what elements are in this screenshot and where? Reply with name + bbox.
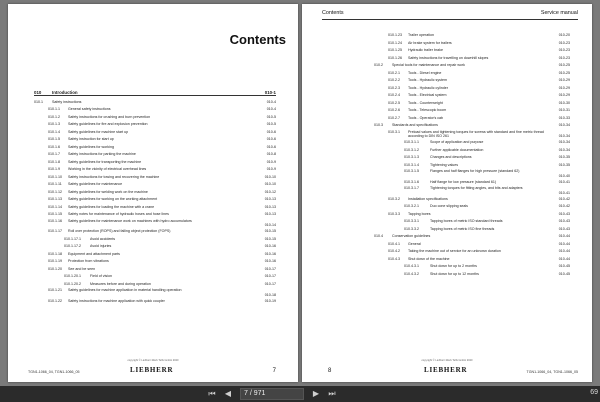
- toc-entry[interactable]: [374, 186, 570, 195]
- toc-entry-title: Introduction: [52, 90, 78, 95]
- toc-entry[interactable]: [374, 162, 570, 168]
- toc-entry-title: Standards and specifications: [392, 123, 438, 127]
- toc-entry[interactable]: [34, 121, 276, 127]
- toc-entry[interactable]: [34, 174, 276, 180]
- toc-entry[interactable]: [374, 77, 570, 83]
- toc-entry-page: 010-5: [266, 114, 276, 119]
- toc-entry-title: Measures before and during operation: [90, 281, 151, 286]
- toc-entry-number: 010.1.3: [48, 122, 60, 127]
- toc-entry-number: 010.3.1.5: [404, 169, 419, 174]
- toc-entry-page: 010-16: [264, 259, 276, 264]
- toc-entry[interactable]: [374, 85, 570, 91]
- toc-entry-title: Tapping bores of metric ISO standard threads: [430, 219, 503, 224]
- toc-entry-title: Duo cone slipping seals: [430, 204, 468, 209]
- toc-entry-page: 010-15: [264, 236, 276, 241]
- toc-entry[interactable]: [374, 62, 570, 68]
- toc-entry[interactable]: [374, 147, 570, 153]
- toc-entry-title: See and be seen: [68, 266, 96, 271]
- toc-entry[interactable]: [374, 70, 570, 76]
- toc-entry-title: Flanges and half flanges for high pressure (standard 62): [430, 169, 520, 174]
- toc-entry-page: 010-6: [266, 137, 276, 142]
- toc-entry-page: 010-16: [264, 251, 276, 256]
- toc-entry-page: 010-30: [558, 100, 570, 105]
- page-number-field[interactable]: 7 / 971: [240, 388, 304, 400]
- toc-entry-title: Tools - Diesel engine: [408, 70, 442, 75]
- toc-entry[interactable]: [34, 159, 276, 165]
- toc-entry-title: Conservation guidelines: [392, 234, 431, 239]
- toc-entry-title: Tapping bores: [408, 211, 431, 216]
- toc-entry[interactable]: [34, 281, 276, 287]
- toc-entry-title: Safety instructions for crushing and burn prevention: [68, 114, 151, 119]
- toc-entry[interactable]: [34, 236, 276, 242]
- toc-entry[interactable]: [34, 106, 276, 112]
- toc-entry-number: 010.1.16: [48, 218, 62, 223]
- toc-entry-number: 010.1.20.2: [64, 281, 81, 286]
- toc-entry-number: 010.1.18: [48, 251, 62, 256]
- page-title: Contents: [229, 32, 286, 47]
- toc-entry-page: 010-44: [558, 256, 570, 261]
- toc-entry-title: Taking the machine out of service for an unknown duration: [408, 249, 501, 254]
- toc-entry-number: 010.1.9: [48, 167, 60, 172]
- toc-entry-page: 010-43: [558, 226, 570, 231]
- toc-entry-page: 010-13: [264, 197, 276, 202]
- toc-entry-number: 010.3.3.2: [404, 226, 419, 231]
- toc-entry-number: 010.1.7: [48, 152, 60, 157]
- toc-entry-number: 010.4.1: [388, 241, 400, 246]
- header-manual-name: Service manual: [540, 10, 578, 16]
- toc-entry-number: 010.2: [374, 63, 383, 67]
- toc-entry-number: 010.1.20: [48, 266, 62, 271]
- toc-entry-title: Safety instructions for parking the machine: [68, 152, 136, 157]
- toc-entry-number: 010.4.3.1: [404, 264, 419, 269]
- toc-entry[interactable]: [34, 251, 276, 257]
- toc-entry-title: Safety guidelines for maintenance work on machines with hydro accumulators: [68, 218, 192, 223]
- toc-entry-number: 010.1.17.1: [64, 236, 81, 241]
- page-7: [8, 4, 298, 382]
- first-page-icon[interactable]: ⏮: [208, 389, 216, 398]
- toc-entry-number: 010.1.14: [48, 204, 62, 209]
- toc-entry-page: 010-13: [264, 212, 276, 217]
- header-divider: [322, 19, 578, 20]
- toc-entry-number: 010.1.22: [48, 298, 62, 303]
- toc-entry-number: 010.1.17.2: [64, 244, 81, 249]
- toc-entry-page: 010-25: [558, 63, 570, 67]
- toc-entry[interactable]: [34, 211, 276, 217]
- toc-entry[interactable]: [34, 90, 276, 96]
- toc-entry-number: 010.1.8: [48, 159, 60, 164]
- toc-entry-page: 010-12: [264, 189, 276, 194]
- toc-entry[interactable]: [374, 211, 570, 217]
- toc-entry[interactable]: [374, 271, 570, 277]
- toc-entry-title: Equipment and attachment parts: [68, 251, 120, 256]
- toc-entry-page: 010-45: [558, 271, 570, 276]
- toc-entry-page: 010-43: [558, 219, 570, 224]
- toc-entry-number: 010.1.6: [48, 144, 60, 149]
- toc-entry-title: Tightening values: [430, 162, 459, 167]
- toc-entry-page: 010-29: [558, 93, 570, 97]
- toc-entry[interactable]: [34, 258, 276, 264]
- toc-entry-page: 010-45: [558, 264, 570, 269]
- toc-entry-title: Scope of application and purpose: [430, 140, 484, 145]
- toc-entry-title: Tools - Electrical system: [408, 93, 447, 97]
- toc-entry-title: Avoid accidents: [90, 236, 116, 241]
- toc-entry-page: 010-4: [266, 99, 276, 104]
- toc-entry-number: 010.1.17: [48, 229, 62, 234]
- toc-entry-page: 010-9: [266, 159, 276, 164]
- zoom-level[interactable]: 69: [590, 389, 598, 396]
- toc-entry-number: 010.1.24: [388, 40, 402, 45]
- toc-entry-title: Safety instruction for start up: [68, 137, 114, 142]
- toc-entry[interactable]: [374, 179, 570, 185]
- toc-entry-title: Installation specifications: [408, 196, 448, 201]
- toc-entry-page: 010-34: [558, 147, 570, 152]
- toc-entry-number: 010.1.15: [48, 212, 62, 217]
- toc-entry[interactable]: [374, 196, 570, 202]
- toc-entry-page: 010-6: [266, 144, 276, 149]
- toc-entry[interactable]: [34, 266, 276, 272]
- toc-entry-title: Safety guidelines for machine application in material handling operation: [68, 288, 182, 293]
- toc-entry-page: 010-20: [558, 33, 570, 37]
- toc-entry-number: 010.1.12: [48, 189, 62, 194]
- toc-entry-title: Roll over protection (ROPS) and falling object protection (FOPS): [68, 229, 171, 234]
- toc-entry[interactable]: [374, 55, 570, 61]
- toc-entry-page: 010-23: [558, 55, 570, 60]
- toc-entry-number: 010.3.1.2: [404, 147, 419, 152]
- toc-entry[interactable]: [34, 129, 276, 135]
- toc-entry-title: Tools - Hydraulic cylinder: [408, 85, 448, 90]
- toc-entry[interactable]: [34, 288, 276, 297]
- toc-entry[interactable]: [34, 99, 276, 105]
- toc-entry[interactable]: [374, 100, 570, 106]
- toc-entry-number: 010.2.5: [388, 100, 400, 105]
- toc-entry-title: Half flange for low pressure (standard 61): [430, 179, 497, 184]
- toc-entry-title: Safety guidelines for transporting the machine: [68, 159, 142, 164]
- toc-entry[interactable]: [374, 263, 570, 269]
- toc-entry-title: Safety instructions for towing and recovering the machine: [68, 174, 160, 179]
- toc-entry[interactable]: [374, 40, 570, 46]
- toc-entry-page: 010-42: [558, 196, 570, 201]
- toc-entry-page: 010-41: [558, 179, 570, 184]
- last-page-icon[interactable]: ⏭: [328, 389, 336, 398]
- toc-entry-title: Air brake system for trailers: [408, 40, 452, 45]
- toc-entry-page: 010-34: [558, 140, 570, 145]
- toc-entry-number: 010.3.2: [388, 196, 400, 201]
- toc-entry-page: 010-1: [264, 90, 276, 95]
- toc-entry-title: General safety instructions: [68, 107, 111, 112]
- toc-entry[interactable]: [374, 169, 570, 178]
- toc-entry-number: 010.2.6: [388, 108, 400, 112]
- toc-entry-number: 010.1.4: [48, 129, 60, 134]
- toc-entry-number: 010.2.7: [388, 115, 400, 120]
- liebherr-logo: LIEBHERR: [424, 366, 468, 374]
- document-code: TGN1-1066_04, TGN1-1066_05: [28, 370, 80, 374]
- document-code: TGN1-1066_04, TGN1-1066_05: [526, 370, 578, 374]
- toc-entry-title: Special tools for maintenance and repair work: [392, 63, 465, 67]
- toc-entry-title: Safety guidelines for loading the machine with a crane: [68, 204, 155, 209]
- page-number: 7: [272, 368, 276, 374]
- toc-entry-title: Safety notes for maintenance of hydraulic hoses and hose lines: [68, 212, 169, 217]
- toc-entry-title: Changes and descriptions: [430, 155, 472, 160]
- toc-entry[interactable]: [34, 219, 276, 228]
- toc-entry[interactable]: [374, 107, 570, 113]
- toc-entry-title: Tightening torques for fitting angles, and bits and adapters: [430, 186, 523, 191]
- toc-entry[interactable]: [374, 92, 570, 98]
- toc-entry-page: 010-35: [558, 155, 570, 160]
- toc-entry-title: Safety instructions for travelling on downhill slopes: [408, 55, 489, 60]
- toc-entry-number: 010.1.20.1: [64, 274, 81, 279]
- toc-entry[interactable]: [374, 248, 570, 254]
- toc-entry-page: 010-40: [558, 173, 570, 178]
- toc-entry-number: 010.1: [34, 99, 43, 104]
- toc-entry-number: 010.4: [374, 234, 383, 239]
- toc-entry[interactable]: [34, 144, 276, 150]
- toc-entry[interactable]: [374, 47, 570, 53]
- toc-entry-page: 010-23: [558, 48, 570, 52]
- toc-entry-number: 010.3.3: [388, 211, 400, 216]
- toc-entry-page: 010-29: [558, 85, 570, 90]
- toc-entry-page: 010-16: [264, 244, 276, 249]
- toc-entry[interactable]: [374, 233, 570, 239]
- toc-entry-number: 010.3.1.3: [404, 155, 419, 160]
- toc-entry-number: 010.1.2: [48, 114, 60, 119]
- toc-entry-number: 010: [34, 90, 42, 95]
- toc-entry[interactable]: [34, 114, 276, 120]
- toc-entry-number: 010.2.4: [388, 93, 400, 97]
- toc-entry-title: Tools - Operator's cab: [408, 115, 444, 120]
- toc-entry-number: 010.4.3.2: [404, 271, 419, 276]
- toc-entry-number: 010.1.5: [48, 137, 60, 142]
- next-page-icon[interactable]: ▶: [312, 389, 320, 398]
- toc-entry-title: Safety instructions for machine application with quick coupler: [68, 298, 165, 303]
- toc-entry-title: Tools - Hydraulic system: [408, 78, 447, 82]
- toc-entry-title: Field of vision: [90, 274, 112, 279]
- toc-entry[interactable]: [34, 136, 276, 142]
- toc-entry-title: Shut down for up to 12 months: [430, 271, 479, 276]
- toc-entry[interactable]: [374, 218, 570, 224]
- toc-entry-page: 010-42: [558, 204, 570, 209]
- toc-entry-page: 010-13: [264, 204, 276, 209]
- copyright-note: copyright © Liebherr-Werk Telfs GmbH 2020: [127, 359, 179, 362]
- toc-entry[interactable]: [34, 181, 276, 187]
- toc-entry-number: 010.3.1.1: [404, 140, 419, 145]
- toc-entry[interactable]: [34, 189, 276, 195]
- toc-entry[interactable]: [34, 196, 276, 202]
- toc-entry-page: 010-44: [558, 234, 570, 239]
- toc-entry-page: 010-14: [264, 223, 276, 228]
- toc-entry[interactable]: [374, 256, 570, 262]
- toc-entry-page: 010-10: [264, 182, 276, 187]
- viewer-toolbar: [0, 386, 600, 402]
- toc-entry-page: 010-9: [266, 167, 276, 172]
- previous-page-icon[interactable]: ◀: [224, 389, 232, 398]
- toc-entry-title: Safety guidelines for working on the working attachment: [68, 197, 158, 202]
- toc-entry-number: 010.3.1: [388, 129, 400, 134]
- toc-entry-number: 010.3.1.7: [404, 186, 419, 191]
- toc-entry[interactable]: [374, 139, 570, 145]
- toc-entry[interactable]: [34, 298, 276, 304]
- toc-entry-page: 010-6: [266, 129, 276, 134]
- toc-entry-title: Safety instructions: [52, 99, 82, 104]
- toc-entry-number: 010.1.1: [48, 107, 60, 112]
- toc-entry-number: 010.2.2: [388, 78, 400, 82]
- toc-entry-number: 010.3: [374, 123, 383, 127]
- toc-entry-number: 010.3.1.6: [404, 179, 419, 184]
- toc-entry-page: 010-4: [266, 107, 276, 112]
- toc-entry-title: Working in the vicinity of electrical overhead lines: [68, 167, 147, 172]
- toc-entry-number: 010.1.13: [48, 197, 62, 202]
- toc-entry-page: 010-44: [558, 241, 570, 246]
- toc-entry-title: Safety guidelines for welding work on the machine: [68, 189, 148, 194]
- toc-entry[interactable]: [374, 122, 570, 128]
- toc-entry-number: 010.4.3: [388, 256, 400, 261]
- toc-entry-page: 010-35: [558, 162, 570, 167]
- toc-entry-title: Trailer operation: [408, 33, 435, 37]
- toc-entry-number: 010.1.19: [48, 259, 62, 264]
- toc-entry-number: 010.1.10: [48, 174, 62, 179]
- toc-entry-title: Tools - Telescopic boom: [408, 108, 447, 112]
- toc-entry-number: 010.3.3.1: [404, 219, 419, 224]
- toc-entry[interactable]: [374, 115, 570, 121]
- page-8: [302, 4, 592, 382]
- toc-entry[interactable]: [34, 243, 276, 249]
- toc-entry-title: Safety guidelines for working: [68, 144, 114, 149]
- toc-entry-title: Tools - Counterweight: [408, 100, 443, 105]
- toc-entry-page: 010-41: [558, 190, 570, 195]
- toc-entry[interactable]: [374, 32, 570, 38]
- toc-entry-title: Hydraulic trailer brake: [408, 48, 443, 52]
- toc-entry-title: Safety guidelines for fire and explosion prevention: [68, 122, 148, 127]
- toc-entry-page: 010-8: [266, 152, 276, 157]
- toc-entry[interactable]: [34, 166, 276, 172]
- toc-entry[interactable]: [34, 228, 276, 234]
- toc-entry[interactable]: [374, 203, 570, 209]
- toc-entry-page: 010-43: [558, 211, 570, 216]
- toc-entry-number: 010.2.3: [388, 85, 400, 90]
- toc-entry-number: 010.4.2: [388, 249, 400, 254]
- toc-entry[interactable]: [34, 151, 276, 157]
- toc-entry-title: Shut down of the machine: [408, 256, 450, 261]
- toc-entry-page: 010-10: [264, 174, 276, 179]
- toc-entry[interactable]: [374, 154, 570, 160]
- toc-entry-number: 010.2.1: [388, 70, 400, 75]
- toc-entry-title: Further applicable documentation: [430, 147, 484, 152]
- toc-entry[interactable]: [374, 241, 570, 247]
- toc-entry-number: 010.3.2.1: [404, 204, 419, 209]
- liebherr-logo: LIEBHERR: [130, 366, 174, 374]
- toc-entry-number: 010.1.26: [388, 55, 402, 60]
- toc-entry-page: 010-34: [558, 123, 570, 127]
- toc-entry-title: Protection from vibrations: [68, 259, 109, 264]
- toc-entry-title: Tapping bores of metric ISO fine threads: [430, 226, 495, 231]
- toc-entry-title: Preload values and tightening torques for screws with standard and fine metric thread according to DIN ISO 261: [408, 129, 544, 138]
- toc-entry-number: 010.1.21: [48, 288, 62, 293]
- toc-entry-number: 010.1.25: [388, 48, 402, 52]
- toc-entry-page: 010-18: [264, 292, 276, 297]
- toc-entry-page: 010-44: [558, 249, 570, 254]
- toc-entry-number: 010.3.1.4: [404, 162, 419, 167]
- toc-entry[interactable]: [34, 204, 276, 210]
- toc-entry-page: 010-29: [558, 78, 570, 82]
- toc-entry[interactable]: [374, 226, 570, 232]
- toc-entry-page: 010-25: [558, 70, 570, 75]
- toc-entry-number: 010.1.23: [388, 33, 402, 37]
- toc-entry-page: 010-17: [264, 274, 276, 279]
- toc-entry-title: Safety guidelines for machine start up: [68, 129, 129, 134]
- toc-entry[interactable]: [374, 130, 570, 139]
- toc-entry-page: 010-19: [264, 298, 276, 303]
- copyright-note: copyright © Liebherr-Werk Telfs GmbH 2020: [421, 359, 473, 362]
- toc-entry-page: 010-15: [264, 229, 276, 234]
- toc-entry-page: 010-17: [264, 266, 276, 271]
- toc-entry-page: 010-31: [558, 108, 570, 112]
- page-number: 8: [328, 368, 332, 374]
- toc-entry[interactable]: [34, 273, 276, 279]
- toc-entry-page: 010-33: [558, 115, 570, 120]
- header-section: Contents: [322, 10, 344, 16]
- toc-entry-page: 010-17: [264, 281, 276, 286]
- toc-entry-title: Shut down for up to 2 months: [430, 264, 477, 269]
- toc-entry-page: 010-34: [558, 134, 570, 139]
- toc-entry-title: General: [408, 241, 421, 246]
- toc-entry-number: 010.1.11: [48, 182, 62, 187]
- toc-entry-page: 010-5: [266, 122, 276, 127]
- toc-entry-title: Safety guidelines for maintenance: [68, 182, 123, 187]
- toc-entry-title: Avoid injuries: [90, 244, 112, 249]
- toc-entry-page: 010-23: [558, 40, 570, 45]
